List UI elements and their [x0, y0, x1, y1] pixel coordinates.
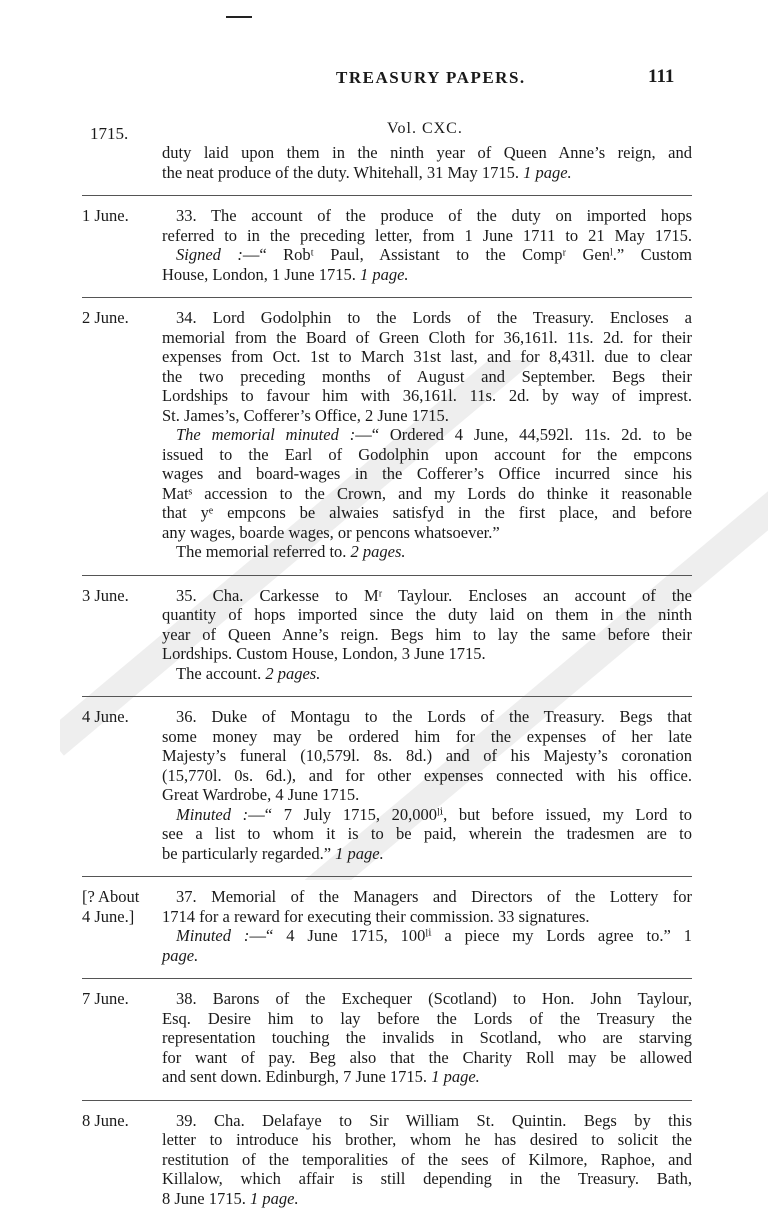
- entry-line: [162, 206, 692, 226]
- line-text: Great Wardrobe, 4 June 1715.: [162, 785, 360, 804]
- entry-line: [162, 445, 692, 465]
- page-number: 111: [648, 66, 675, 87]
- line-text: the two preceding months of August and September. Begs their: [162, 366, 692, 386]
- entry-body: [162, 887, 692, 965]
- line-text: duty laid upon them in the ninth year of Queen Anne’s reign, and: [162, 143, 692, 162]
- entry-line: [162, 785, 692, 805]
- entry-line: [162, 1150, 692, 1170]
- italic-lead: Signed :: [176, 245, 243, 264]
- line-text: Lordships. Custom House, London, 3 June 1715.: [162, 644, 486, 663]
- entry-date: 8 June.: [82, 1110, 129, 1130]
- line-text: quantity of hops imported since the duty laid on them in the ninth: [162, 605, 692, 624]
- line-text: (15,770l. 0s. 6d.), and for other expenses connected with his office.: [162, 765, 692, 785]
- line-text: House, London, 1 June 1715.: [162, 264, 356, 284]
- entry-body: [162, 206, 692, 284]
- entry-line: [162, 1169, 692, 1189]
- entry-line: [162, 727, 692, 747]
- line-text: Majesty’s funeral (10,579l. 8s. 8d.) and of his Majesty’s coronation: [162, 746, 692, 765]
- line-text: and sent down. Edinburgh, 7 June 1715.: [162, 1067, 428, 1086]
- entry-line: [162, 542, 692, 562]
- line-text: 36. Duke of Montagu to the Lords of the Treasury. Begs that: [176, 707, 692, 726]
- line-text: letter to introduce his brother, whom he has desired to solicit the: [162, 1130, 692, 1149]
- line-text: Esq. Desire him to lay before the Lords of the Treasury the: [162, 1008, 692, 1028]
- entry-divider: [82, 978, 692, 979]
- entry-line: [162, 946, 692, 966]
- entry-line: [162, 1067, 692, 1087]
- entry-line: [162, 308, 692, 328]
- entry-line: [162, 265, 692, 285]
- line-text: St. James’s, Cofferer’s Office, 2 June 1715.: [162, 405, 449, 425]
- entry-line: [162, 1111, 692, 1131]
- entry-line: [162, 406, 692, 426]
- line-text: Killalow, which affair is still depending in the Treasury. Bath,: [162, 1169, 692, 1188]
- entry-line: [162, 367, 692, 387]
- entry-line: [162, 926, 692, 946]
- entry-line: [162, 625, 692, 645]
- entry-line: [162, 245, 692, 265]
- entry-divider: [82, 696, 692, 697]
- entry-body: [162, 989, 692, 1087]
- entry-line: [162, 586, 692, 606]
- line-text: memorial from the Board of Green Cloth for 36,161l. 11s. 2d. for their: [162, 327, 692, 347]
- line-text: year of Queen Anne’s reign. Begs him to lay the same before their: [162, 624, 692, 644]
- italic-lead: Minuted :: [176, 804, 249, 824]
- line-text: Lordships to favour him with 36,161l. 11s. 2d. by way of imprest.: [162, 386, 692, 405]
- entry-line: [162, 163, 692, 183]
- line-text: The memorial referred to.: [176, 542, 347, 561]
- line-text: representation touching the invalids in Scotland, who are starving: [162, 1028, 692, 1047]
- entry-line: [162, 989, 692, 1009]
- entry-line: [162, 484, 692, 504]
- entry-body: [162, 143, 692, 182]
- entry-line: [162, 605, 692, 625]
- line-text: Matˢ accession to the Crown, and my Lords do thinke it reasonable: [162, 483, 692, 503]
- line-text: —“ Ordered 4 June, 44,592l. 11s. 2d. to be: [355, 425, 692, 444]
- document-entry: [0, 308, 768, 562]
- entry-divider: [82, 297, 692, 298]
- line-text: The account.: [176, 663, 262, 683]
- line-text: 34. Lord Godolphin to the Lords of the Treasury. Encloses a: [176, 308, 692, 327]
- line-text: 38. Barons of the Exchequer (Scotland) to Hon. John Taylour,: [176, 989, 692, 1008]
- line-text: 39. Cha. Delafaye to Sir William St. Quintin. Begs by this: [176, 1110, 692, 1130]
- line-text: —“ 4 June 1715, 100ˡⁱ a piece my Lords agree to.” 1: [249, 926, 692, 945]
- line-text: restitution of the temporalities of the sees of Kilmore, Raphoe, and: [162, 1149, 692, 1169]
- line-text: any wages, boarde wages, or pencons whatsoever.”: [162, 522, 500, 542]
- line-text: 35. Cha. Carkesse to Mʳ Taylour. Encloses an account of the: [176, 585, 692, 605]
- entry-date: 4 June.: [82, 707, 129, 726]
- entry-divider: [82, 575, 692, 576]
- entry-line: [162, 644, 692, 664]
- page-count: 2 pages.: [350, 542, 406, 561]
- line-text: 8 June 1715.: [162, 1188, 246, 1208]
- document-entry: [0, 586, 768, 684]
- top-dash: [226, 16, 252, 18]
- page-count: 1 page.: [250, 1188, 299, 1208]
- document-entry: [0, 887, 768, 965]
- entry-line: [162, 1189, 692, 1209]
- entry-body: [162, 1111, 692, 1209]
- line-text: for want of pay. Beg also that the Charity Roll may be allowed: [162, 1047, 692, 1067]
- entry-date: 7 June.: [82, 989, 129, 1008]
- entry-line: [162, 707, 692, 727]
- entry-divider: [82, 876, 692, 877]
- line-text: some money may be ordered him for the expenses of her late: [162, 726, 692, 746]
- running-title: TREASURY PAPERS.: [336, 68, 526, 87]
- margin-year: 1715.: [90, 124, 129, 143]
- line-text: expenses from Oct. 1st to March 31st last, and for 8,431l. due to clear: [162, 347, 692, 366]
- document-entry: [0, 206, 768, 284]
- entry-body: [162, 707, 692, 863]
- entry-line: [162, 844, 692, 864]
- entry-line: [162, 503, 692, 523]
- entry-divider: [82, 195, 692, 196]
- entry-line: [162, 746, 692, 766]
- entry-date: 1 June.: [82, 206, 129, 225]
- entry-line: [162, 226, 692, 246]
- line-text: 33. The account of the produce of the duty on imported hops: [176, 206, 692, 225]
- entry-line: [162, 328, 692, 348]
- entry-line: [162, 386, 692, 406]
- line-text: 37. Memorial of the Managers and Directors of the Lottery for: [176, 887, 692, 906]
- line-text: issued to the Earl of Godolphin upon account for the empcons: [162, 444, 692, 464]
- italic-lead: Minuted :: [176, 926, 250, 945]
- page-count: page.: [162, 945, 199, 965]
- entry-line: [162, 1028, 692, 1048]
- entries-list: [0, 143, 768, 1221]
- line-text: the neat produce of the duty. Whitehall, 31 May 1715.: [162, 162, 519, 182]
- entry-body: [162, 308, 692, 562]
- entry-body: [162, 586, 692, 684]
- page-count: 1 page.: [359, 264, 409, 284]
- page-count: 1 page.: [335, 843, 384, 863]
- entry-line: [162, 1130, 692, 1150]
- line-text: that yᵉ empcons be alwaies satisfyd in the first place, and before: [162, 503, 692, 522]
- entry-line: [162, 523, 692, 543]
- document-entry: [0, 989, 768, 1087]
- entry-line: [162, 805, 692, 825]
- page-count: 1 page.: [523, 162, 572, 182]
- entry-line: [162, 887, 692, 907]
- line-text: see a list to whom it is to be paid, wherein the tradesmen are to: [162, 824, 692, 843]
- entry-line: [162, 143, 692, 163]
- entry-line: [162, 907, 692, 927]
- page-count: 1 page.: [431, 1067, 480, 1086]
- entry-line: [162, 347, 692, 367]
- document-entry: [0, 707, 768, 863]
- entry-divider: [82, 1100, 692, 1101]
- line-text: be particularly regarded.”: [162, 843, 332, 863]
- line-text: —“ 7 July 1715, 20,000ˡⁱ, but before issued, my Lord to: [248, 804, 692, 824]
- entry-date: 2 June.: [82, 308, 129, 327]
- document-entry: [0, 143, 768, 182]
- entry-date: [? About 4 June.]: [82, 887, 140, 926]
- entry-line: [162, 824, 692, 844]
- entry-line: [162, 1048, 692, 1068]
- entry-line: [162, 1009, 692, 1029]
- entry-line: [162, 425, 692, 445]
- entry-date: 3 June.: [82, 585, 129, 605]
- volume-heading: Vol. CXC.: [387, 120, 463, 137]
- line-text: 1714 for a reward for executing their commission. 33 signatures.: [162, 906, 590, 926]
- entry-line: [162, 464, 692, 484]
- entry-line: [162, 766, 692, 786]
- page-count: 2 pages.: [265, 663, 321, 683]
- italic-lead: The memorial minuted :: [176, 425, 356, 444]
- entry-line: [162, 664, 692, 684]
- line-text: wages and board-wages in the Cofferer’s Office incurred since his: [162, 464, 692, 483]
- document-entry: [0, 1111, 768, 1209]
- line-text: referred to in the preceding letter, from 1 June 1711 to 21 May 1715.: [162, 225, 692, 245]
- line-text: —“ Robᵗ Paul, Assistant to the Compʳ Genˡ.” Custom: [242, 245, 692, 264]
